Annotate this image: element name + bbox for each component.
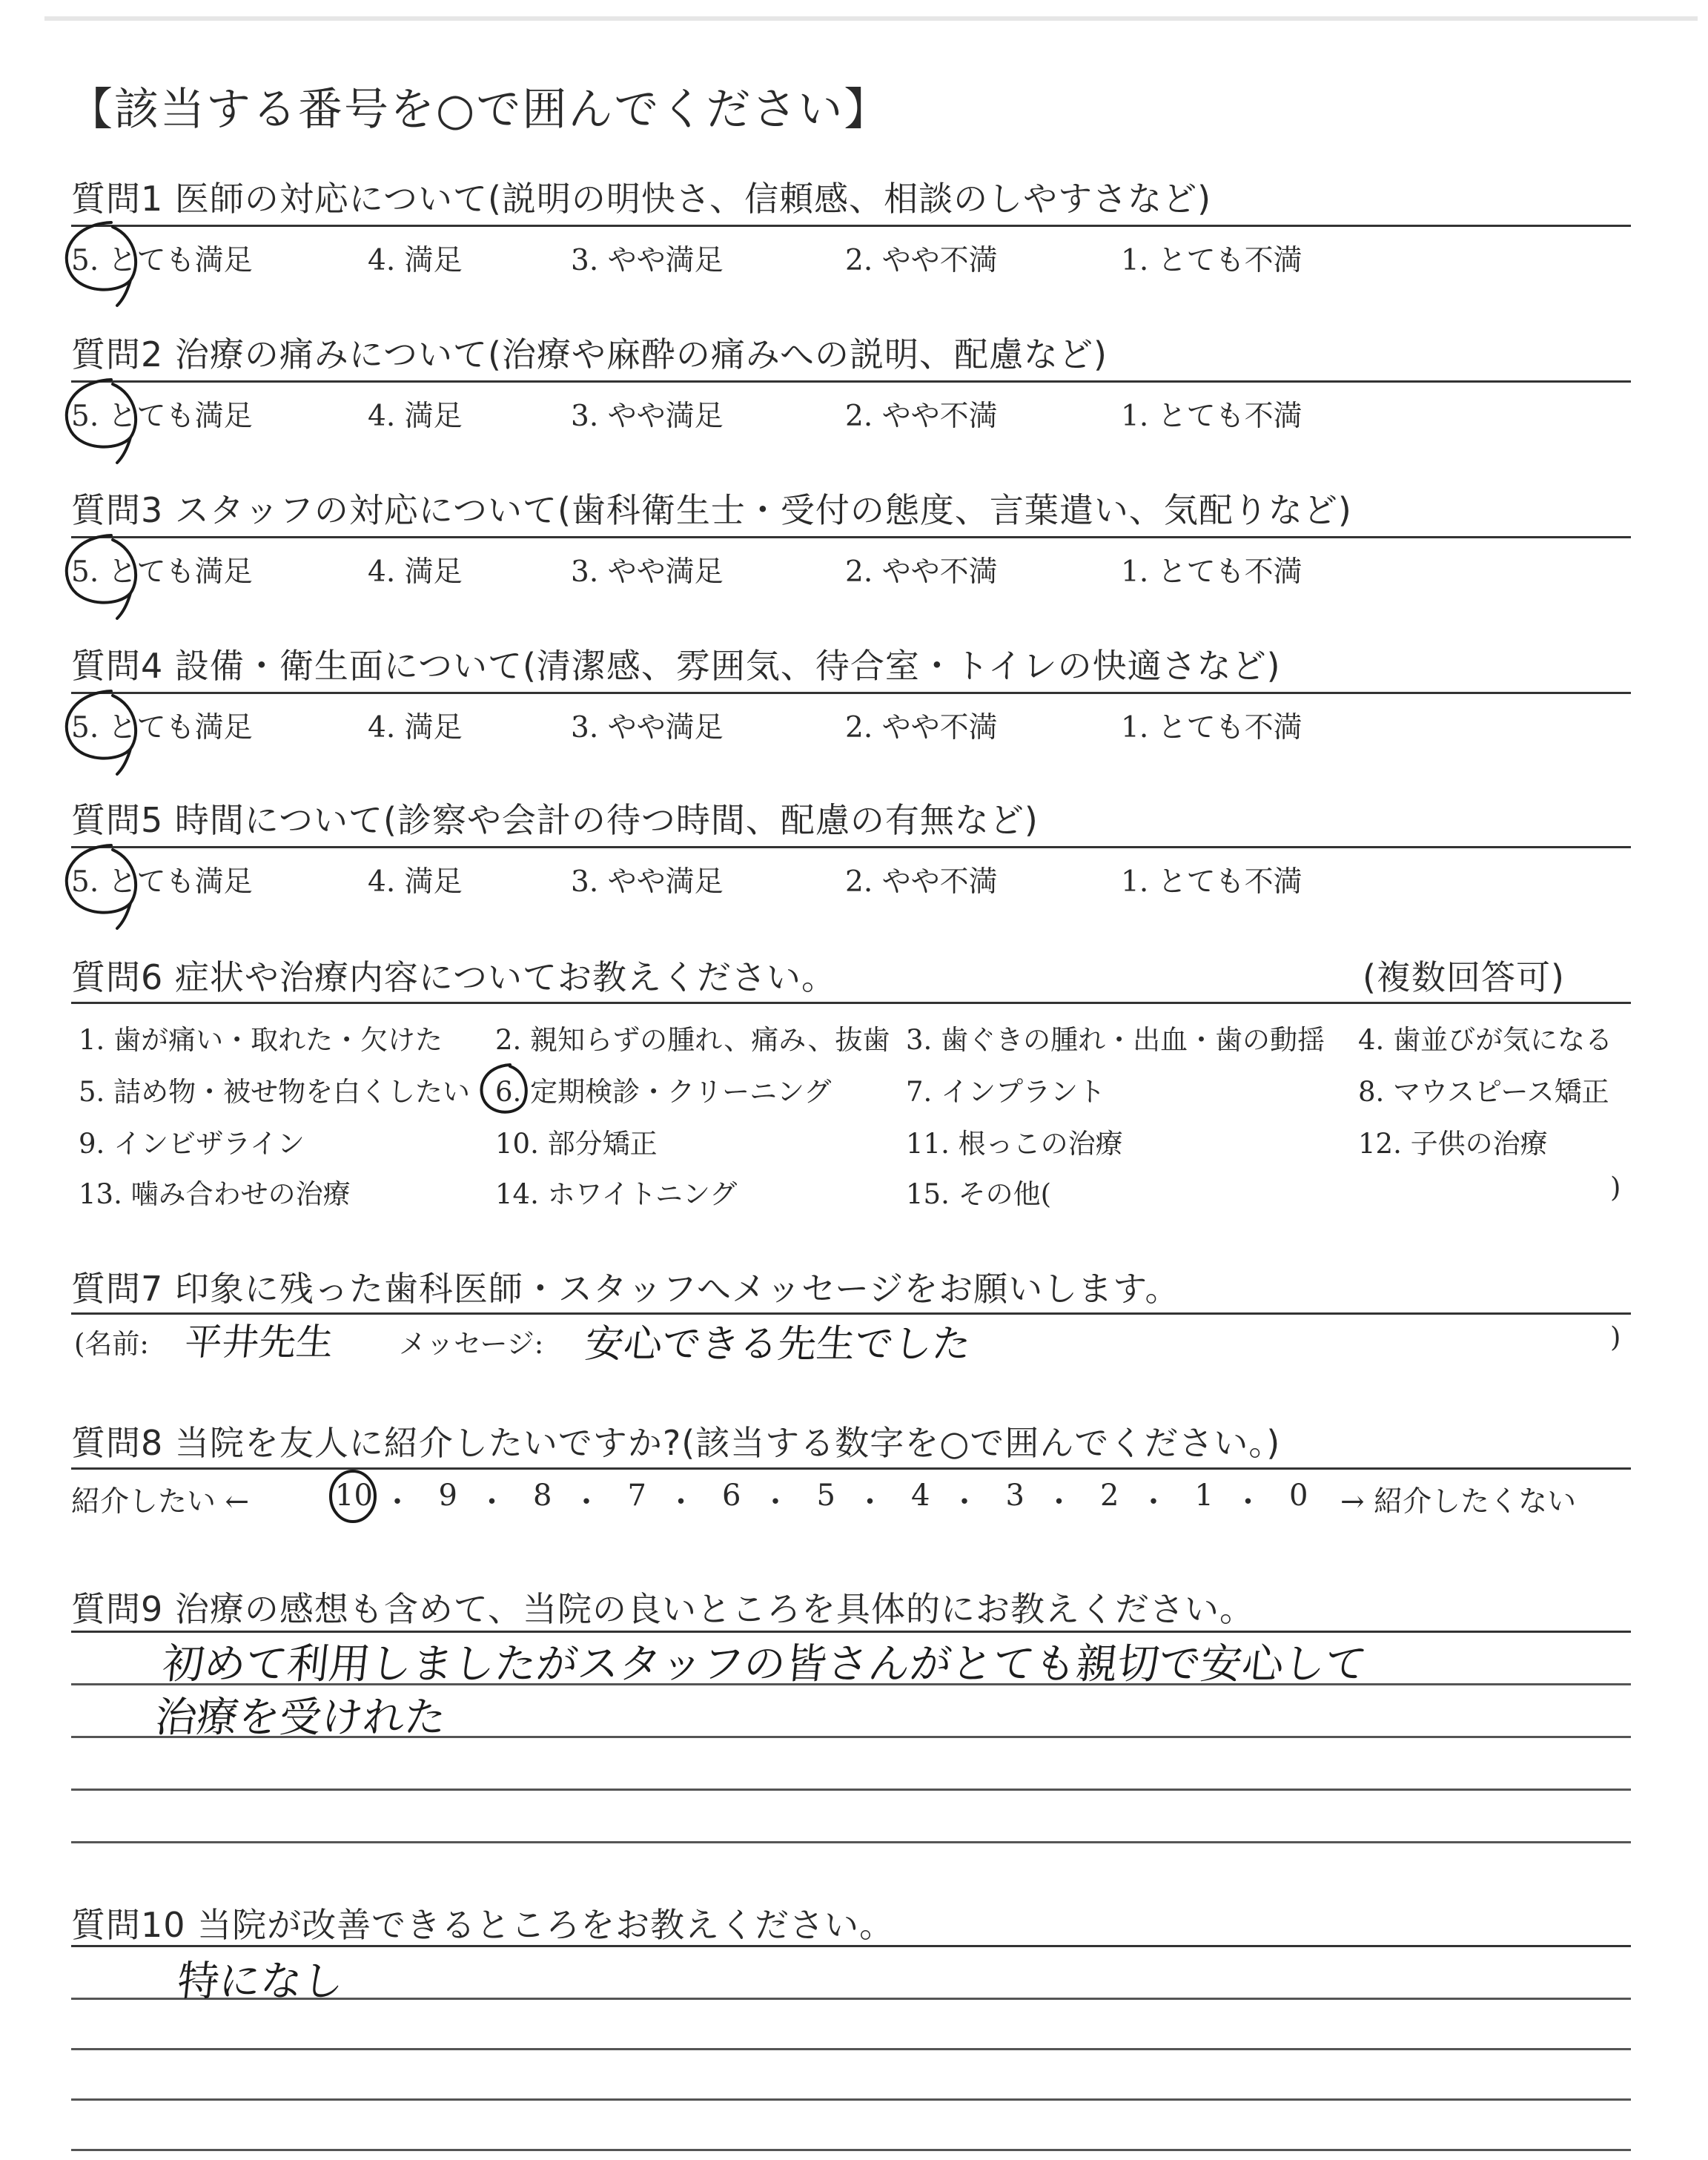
q6-heading: 質問6 症状や治療内容についてお教えください。 (71, 957, 836, 997)
q6-note: (複数回答可) (1363, 957, 1565, 997)
q1-option-2[interactable]: 2. やや不満 (845, 244, 998, 277)
q3-option-2[interactable]: 2. やや不満 (845, 555, 998, 589)
q8-scale-value-0[interactable]: 0 (1289, 1479, 1308, 1513)
q9-answer-line-1[interactable]: 初めて利用しましたがスタッフの皆さんがとても親切で安心して (160, 1640, 1369, 1688)
q8-scale-value-5[interactable]: 5 (816, 1479, 835, 1513)
q8-scale-separator: ・ (761, 1485, 790, 1519)
q7-close: ) (1610, 1321, 1621, 1353)
q8-scale-separator: ・ (950, 1485, 979, 1519)
q8-scale-value-3[interactable]: 3 (1005, 1479, 1025, 1513)
q3-selection-circle (67, 535, 136, 618)
q1-selection-circle (67, 222, 136, 305)
q2-selection-circle (67, 380, 136, 463)
q7-name-label: (名前: (74, 1328, 149, 1360)
q5-option-5[interactable]: 5. とても満足 (71, 865, 253, 899)
q3-option-3[interactable]: 3. やや満足 (571, 555, 724, 589)
q8-scale-value-2[interactable]: 2 (1100, 1479, 1119, 1513)
q1-heading: 質問1 医師の対応について(説明の明快さ、信頼感、相談のしやすさなど) (71, 179, 1212, 219)
q1-option-1[interactable]: 1. とても不満 (1121, 244, 1302, 277)
q8-scale-separator: ・ (1139, 1485, 1168, 1519)
q1-option-5[interactable]: 5. とても満足 (71, 244, 253, 277)
q4-heading: 質問4 設備・衛生面について(清潔感、雰囲気、待合室・トイレの快適さなど) (71, 646, 1281, 686)
q4-option-2[interactable]: 2. やや不満 (845, 711, 998, 744)
q10-heading: 質問10 当院が改善できるところをお教えください。 (71, 1905, 895, 1945)
q9-answer-line-2[interactable]: 治療を受けれた (153, 1694, 448, 1742)
q8-scale-separator: ・ (855, 1485, 885, 1519)
q5-option-2[interactable]: 2. やや不満 (845, 865, 998, 899)
q5-selection-circle (67, 845, 136, 928)
q7-name-handwritten[interactable]: 平井先生 (182, 1321, 336, 1364)
q8-scale-separator: ・ (1233, 1485, 1263, 1519)
q6-item-7[interactable]: 7. インプラント (906, 1076, 1106, 1108)
q8-scale-value-7[interactable]: 7 (627, 1479, 646, 1513)
q6-item-15[interactable]: 15. その他( (906, 1178, 1052, 1210)
q8-scale-separator: ・ (1044, 1485, 1074, 1519)
q4-option-5[interactable]: 5. とても満足 (71, 711, 253, 744)
q2-option-3[interactable]: 3. やや満足 (571, 400, 724, 433)
q6-item-12[interactable]: 12. 子供の治療 (1358, 1128, 1548, 1160)
q6-other-close: ) (1610, 1172, 1621, 1203)
q8-scale-value-10[interactable]: 10 (335, 1479, 373, 1513)
q3-option-5[interactable]: 5. とても満足 (71, 555, 253, 589)
q3-option-1[interactable]: 1. とても不満 (1121, 555, 1302, 589)
page-title: 【該当する番号を○で囲んでください】 (68, 84, 890, 136)
q2-option-4[interactable]: 4. 満足 (368, 400, 463, 433)
q8-scale-separator: ・ (666, 1485, 696, 1519)
q3-option-4[interactable]: 4. 満足 (368, 555, 463, 589)
q8-scale-value-1[interactable]: 1 (1194, 1479, 1214, 1513)
q9-heading: 質問9 治療の感想も含めて、当院の良いところを具体的にお教えください。 (71, 1589, 1254, 1629)
q8-scale-value-8[interactable]: 8 (533, 1479, 552, 1513)
q6-item-6[interactable]: 6. 定期検診・クリーニング (495, 1076, 832, 1108)
q10-answer-line-1[interactable]: 特になし (175, 1958, 346, 2006)
q6-item-3[interactable]: 3. 歯ぐきの腫れ・出血・歯の動揺 (906, 1024, 1325, 1056)
q6-item-4[interactable]: 4. 歯並びが気になる (1358, 1024, 1613, 1056)
q2-option-5[interactable]: 5. とても満足 (71, 400, 253, 433)
q6-item-11[interactable]: 11. 根っこの治療 (906, 1128, 1123, 1160)
q6-item-5[interactable]: 5. 詰め物・被せ物を白くしたい (79, 1076, 471, 1108)
q8-selection-circle (331, 1471, 375, 1522)
q5-option-1[interactable]: 1. とても不満 (1121, 865, 1302, 899)
q5-heading: 質問5 時間について(診察や会計の待つ時間、配慮の有無など) (71, 800, 1039, 840)
q6-item-10[interactable]: 10. 部分矯正 (495, 1128, 658, 1160)
q5-option-3[interactable]: 3. やや満足 (571, 865, 724, 899)
q8-scale-separator: ・ (383, 1485, 412, 1519)
q6-selection-circle (481, 1065, 526, 1112)
q3-heading: 質問3 スタッフの対応について(歯科衛生士・受付の態度、言葉遣い、気配りなど) (71, 490, 1352, 530)
q8-left-label: 紹介したい ← (71, 1485, 250, 1519)
q5-option-4[interactable]: 4. 満足 (368, 865, 463, 899)
q4-option-3[interactable]: 3. やや満足 (571, 711, 724, 744)
q7-message-label: メッセージ: (399, 1328, 544, 1360)
q4-option-1[interactable]: 1. とても不満 (1121, 711, 1302, 744)
q7-message-handwritten[interactable]: 安心できる先生でした (583, 1322, 973, 1367)
q8-scale-separator: ・ (572, 1485, 601, 1519)
q1-option-3[interactable]: 3. やや満足 (571, 244, 724, 277)
q7-heading: 質問7 印象に残った歯科医師・スタッフへメッセージをお願いします。 (71, 1269, 1180, 1309)
q8-scale-value-6[interactable]: 6 (722, 1479, 741, 1513)
q6-item-8[interactable]: 8. マウスピース矯正 (1358, 1076, 1609, 1108)
q6-item-9[interactable]: 9. インビザライン (79, 1128, 305, 1160)
q8-heading: 質問8 当院を友人に紹介したいですか?(該当する数字を○で囲んでください。) (71, 1423, 1281, 1463)
q8-scale-separator: ・ (477, 1485, 507, 1519)
q1-option-4[interactable]: 4. 満足 (368, 244, 463, 277)
q6-item-13[interactable]: 13. 噛み合わせの治療 (79, 1178, 351, 1210)
q6-item-14[interactable]: 14. ホワイトニング (495, 1178, 738, 1210)
q2-option-1[interactable]: 1. とても不満 (1121, 400, 1302, 433)
q2-option-2[interactable]: 2. やや不満 (845, 400, 998, 433)
q2-heading: 質問2 治療の痛みについて(治療や麻酔の痛みへの説明、配慮など) (71, 334, 1108, 374)
q8-scale-value-9[interactable]: 9 (438, 1479, 457, 1513)
q8-right-label: → 紹介したくない (1340, 1485, 1577, 1519)
q6-item-1[interactable]: 1. 歯が痛い・取れた・欠けた (79, 1024, 443, 1056)
q4-option-4[interactable]: 4. 満足 (368, 711, 463, 744)
q8-scale-value-4[interactable]: 4 (911, 1479, 930, 1513)
q6-item-2[interactable]: 2. 親知らずの腫れ、痛み、抜歯 (495, 1024, 890, 1056)
q4-selection-circle (67, 691, 136, 774)
